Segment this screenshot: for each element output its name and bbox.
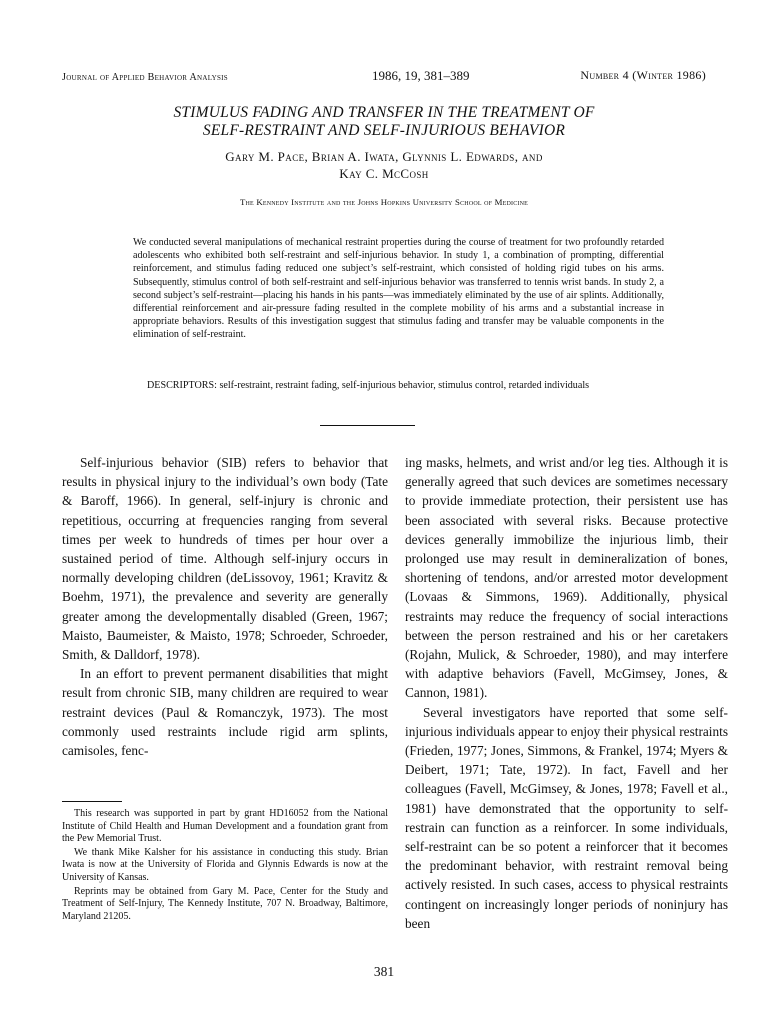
title-line-2: SELF-RESTRAINT AND SELF-INJURIOUS BEHAVIOR	[202, 122, 566, 139]
footnotes	[62, 808, 388, 924]
abstract-text: We conducted several manipulations of mechanical restraint properties during the course of treatment for two profoundly retarded adolescents who exhibited both self-restraint and self-injurious behavior. In study 1, a combination of prompting, differential reinforcement, and stimulus fading reduced one subject’s self-restraint, which consisted of holding rigid tubes on his arms. Subsequently, stimulus control of both self-restraint and self-injurious behavior was transferred to tennis wrist bands. In study 2, a second subject’s self-restraint—placing his hands in his pants—was immediately eliminated by the use of air splints. Additionally, differential reinforcement and air-pressure fading resulted in the complete mobility of his arms and a substantial increase in appropriate behaviors. Results of this investigation suggest that stimulus fading and transfer may be valuable components in the elimination of self-restraint.	[133, 237, 664, 341]
abstract	[133, 236, 664, 342]
section-divider	[320, 425, 415, 426]
body-paragraph: In an effort to prevent permanent disabilities that might result from chronic SIB, many children are required to wear restraint devices (Paul & Romanczyk, 1973). The most commonly used restraints include rigid arm splints, camisoles, fenc-	[62, 666, 388, 759]
citation: 1986, 19, 381–389	[372, 68, 470, 83]
article-title	[80, 104, 688, 140]
title-line-1: STIMULUS FADING AND TRANSFER IN THE TREATMENT OF	[173, 104, 595, 121]
affiliation: The Kennedy Institute and the Johns Hopkins University School of Medicine	[239, 197, 529, 207]
footnote-funding: This research was supported in part by grant HD16052 from the National Institute of Child Health and Human Development and a foundation grant from the Pew Memorial Trust.	[62, 808, 388, 845]
authors-line-1: Gary M. Pace, Brian A. Iwata, Glynnis L. Edwards, and	[225, 149, 543, 164]
authors	[80, 148, 688, 182]
page-number: 381	[373, 964, 395, 979]
footnote-acknowledgment: We thank Mike Kalsher for his assistance in conducting this study. Brian Iwata is now at the University of Florida and Glynnis Edwards is now at the University of Kansas.	[62, 846, 388, 883]
body-paragraph: ing masks, helmets, and wrist and/or leg ties. Although it is generally agreed that such devices are sometimes necessary to provide immediate protection, their persistent use has been associated with several risks. Because protective devices generally immobilize the injurious limb, their prolonged use may result in demineralization of bones, shortening of tendons, and/or arrested motor development (Lovaas & Simmons, 1969). Additionally, physical restraints may reduce the frequency of social interactions between the person restrained and his or her caretakers (Rojahn, Mulick, & Schroeder, 1980), and may interfere with adaptive behaviors (Favell, McGimsey, Jones, & Cannon, 1981).	[405, 455, 728, 701]
right-column	[405, 453, 728, 933]
footnote-reprints: Reprints may be obtained from Gary M. Pace, Center for the Study and Treatment of Self-Injury, The Kennedy Institute, 707 N. Broadway, Baltimore, Maryland 21205.	[62, 885, 388, 922]
issue-info: Number 4 (Winter 1986)	[580, 68, 706, 82]
left-column	[62, 453, 388, 760]
body-paragraph: Self-injurious behavior (SIB) refers to behavior that results in physical injury to the individual’s own body (Tate & Baroff, 1966). In general, self-injury is chronic and repetitious, occurring at frequencies ranging from several times per week to hundreds of times per hour over a sustained period of time. Although self-injury occurs in normally developing children (deLissovoy, 1961; Kravitz & Boehm, 1971), the prevalence and severity are generally greater among the developmentally disabled (Green, 1967; Maisto, Baumeister, & Maisto, 1978; Schroeder, Schroeder, Smith, & Dalldorf, 1978).	[62, 455, 388, 663]
descriptors: DESCRIPTORS: self-restraint, restraint fading, self-injurious behavior, stimulus control, retarded individuals	[147, 380, 590, 391]
authors-line-2: Kay C. McCosh	[339, 166, 429, 181]
journal-name: Journal of Applied Behavior Analysis	[62, 72, 228, 83]
footnote-divider	[62, 801, 122, 802]
body-paragraph: Several investigators have reported that some self-injurious individuals appear to enjoy their physical restraints (Frieden, 1977; Jones, Simmons, & Frankel, 1974; Myers & Deibert, 1971; Tate, 1972). In fact, Favell and her colleagues (Favell, McGimsey, & Jones, 1978; Favell et al., 1981) have demonstrated that the opportunity to self-restrain can function as a reinforcer. In some individuals, self-restraint can be so potent a reinforcer that it becomes the predominant behavior, with restraint removal being actively resisted. In such cases, access to physical restraints contingent on increasingly longer periods of noninjury has been	[405, 704, 728, 931]
